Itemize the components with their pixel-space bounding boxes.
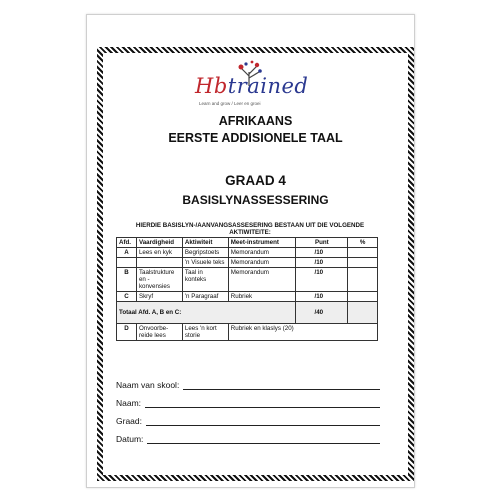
hbtrained-logo bbox=[195, 60, 307, 112]
table-row-d bbox=[117, 324, 378, 341]
table-row bbox=[117, 248, 378, 258]
cell-vaardigheid: Taalstrukture en -konvensies bbox=[136, 268, 182, 292]
level-title: EERSTE ADDISIONELE TAAL bbox=[168, 131, 343, 145]
grade-label: Graad: bbox=[116, 416, 142, 426]
cell-aktiwiteit: 'n Paragraaf bbox=[182, 292, 228, 302]
cell-afd: B bbox=[117, 268, 137, 292]
name-label: Naam: bbox=[116, 398, 142, 408]
table-row bbox=[117, 292, 378, 302]
cell-percent bbox=[348, 248, 378, 258]
cell-vaardigheid: Skryf bbox=[136, 292, 182, 302]
cell-punt: /10 bbox=[296, 268, 348, 292]
total-percent bbox=[348, 302, 378, 324]
cell-afd: C bbox=[117, 292, 137, 302]
cell-meetinstrument: Memorandum bbox=[228, 248, 296, 258]
cell-aktiwiteit: 'n Visuele teks bbox=[182, 258, 228, 268]
activities-table bbox=[116, 237, 378, 341]
cell-vaardigheid: Onvoorbe-reide lees bbox=[136, 324, 182, 341]
cell-punt: /10 bbox=[296, 248, 348, 258]
header-percent: % bbox=[348, 238, 378, 248]
header-meetinstrument: Meet-instrument bbox=[228, 238, 296, 248]
date-line[interactable] bbox=[147, 434, 380, 444]
table-row bbox=[117, 268, 378, 292]
subject-title: AFRIKAANS bbox=[218, 114, 293, 128]
logo-wordmark bbox=[195, 74, 308, 98]
cell-afd: D bbox=[117, 324, 137, 341]
table-header-row bbox=[117, 238, 378, 248]
header-punt: Punt bbox=[296, 238, 348, 248]
school-line[interactable] bbox=[183, 380, 380, 390]
school-field[interactable] bbox=[116, 380, 380, 390]
header-aktiwiteit: Aktiwiteit bbox=[182, 238, 228, 248]
cell-aktiwiteit: Begripstoets bbox=[182, 248, 228, 258]
total-label: Totaal Afd. A, B en C: bbox=[117, 302, 296, 324]
header-vaardigheid: Vaardigheid bbox=[136, 238, 182, 248]
cell-punt: /10 bbox=[296, 258, 348, 268]
cell-punt: /10 bbox=[296, 292, 348, 302]
total-row bbox=[117, 302, 378, 324]
name-field[interactable] bbox=[116, 398, 380, 408]
cell-percent bbox=[348, 268, 378, 292]
logo-tagline: Learn and grow / Leer en groei bbox=[199, 101, 261, 106]
header-afd: Afd. bbox=[117, 238, 137, 248]
cell-afd: A bbox=[117, 248, 137, 258]
date-field[interactable] bbox=[116, 434, 380, 444]
grade-field[interactable] bbox=[116, 416, 380, 426]
cell-afd bbox=[117, 258, 137, 268]
grade-line[interactable] bbox=[146, 416, 380, 426]
cell-aktiwiteit: Taal in konteks bbox=[182, 268, 228, 292]
name-line[interactable] bbox=[145, 398, 380, 408]
cell-meetinstrument: Rubriek en klaslys (20) bbox=[228, 324, 377, 341]
school-label: Naam van skool: bbox=[116, 380, 180, 390]
cell-percent bbox=[348, 258, 378, 268]
cell-vaardigheid bbox=[136, 258, 182, 268]
total-points: /40 bbox=[296, 302, 348, 324]
table-row bbox=[117, 258, 378, 268]
date-label: Datum: bbox=[116, 434, 144, 444]
grade-title: GRAAD 4 bbox=[225, 173, 286, 188]
logo-hb: Hb bbox=[195, 74, 228, 98]
assessment-title: BASISLYNASSESSERING bbox=[182, 193, 329, 207]
cell-meetinstrument: Memorandum bbox=[228, 268, 296, 292]
cell-vaardigheid: Lees en kyk bbox=[136, 248, 182, 258]
intro-text: HIERDIE BASISLYN-/AANVANGSASSESERING BESTAAN UIT DIE VOLGENDE AKTIWITEITE: bbox=[135, 222, 365, 236]
cell-meetinstrument: Rubriek bbox=[228, 292, 296, 302]
logo-trained: trained bbox=[227, 74, 309, 98]
cell-meetinstrument: Memorandum bbox=[228, 258, 296, 268]
cell-aktiwiteit: Lees 'n kort storie bbox=[182, 324, 228, 341]
cell-percent bbox=[348, 292, 378, 302]
